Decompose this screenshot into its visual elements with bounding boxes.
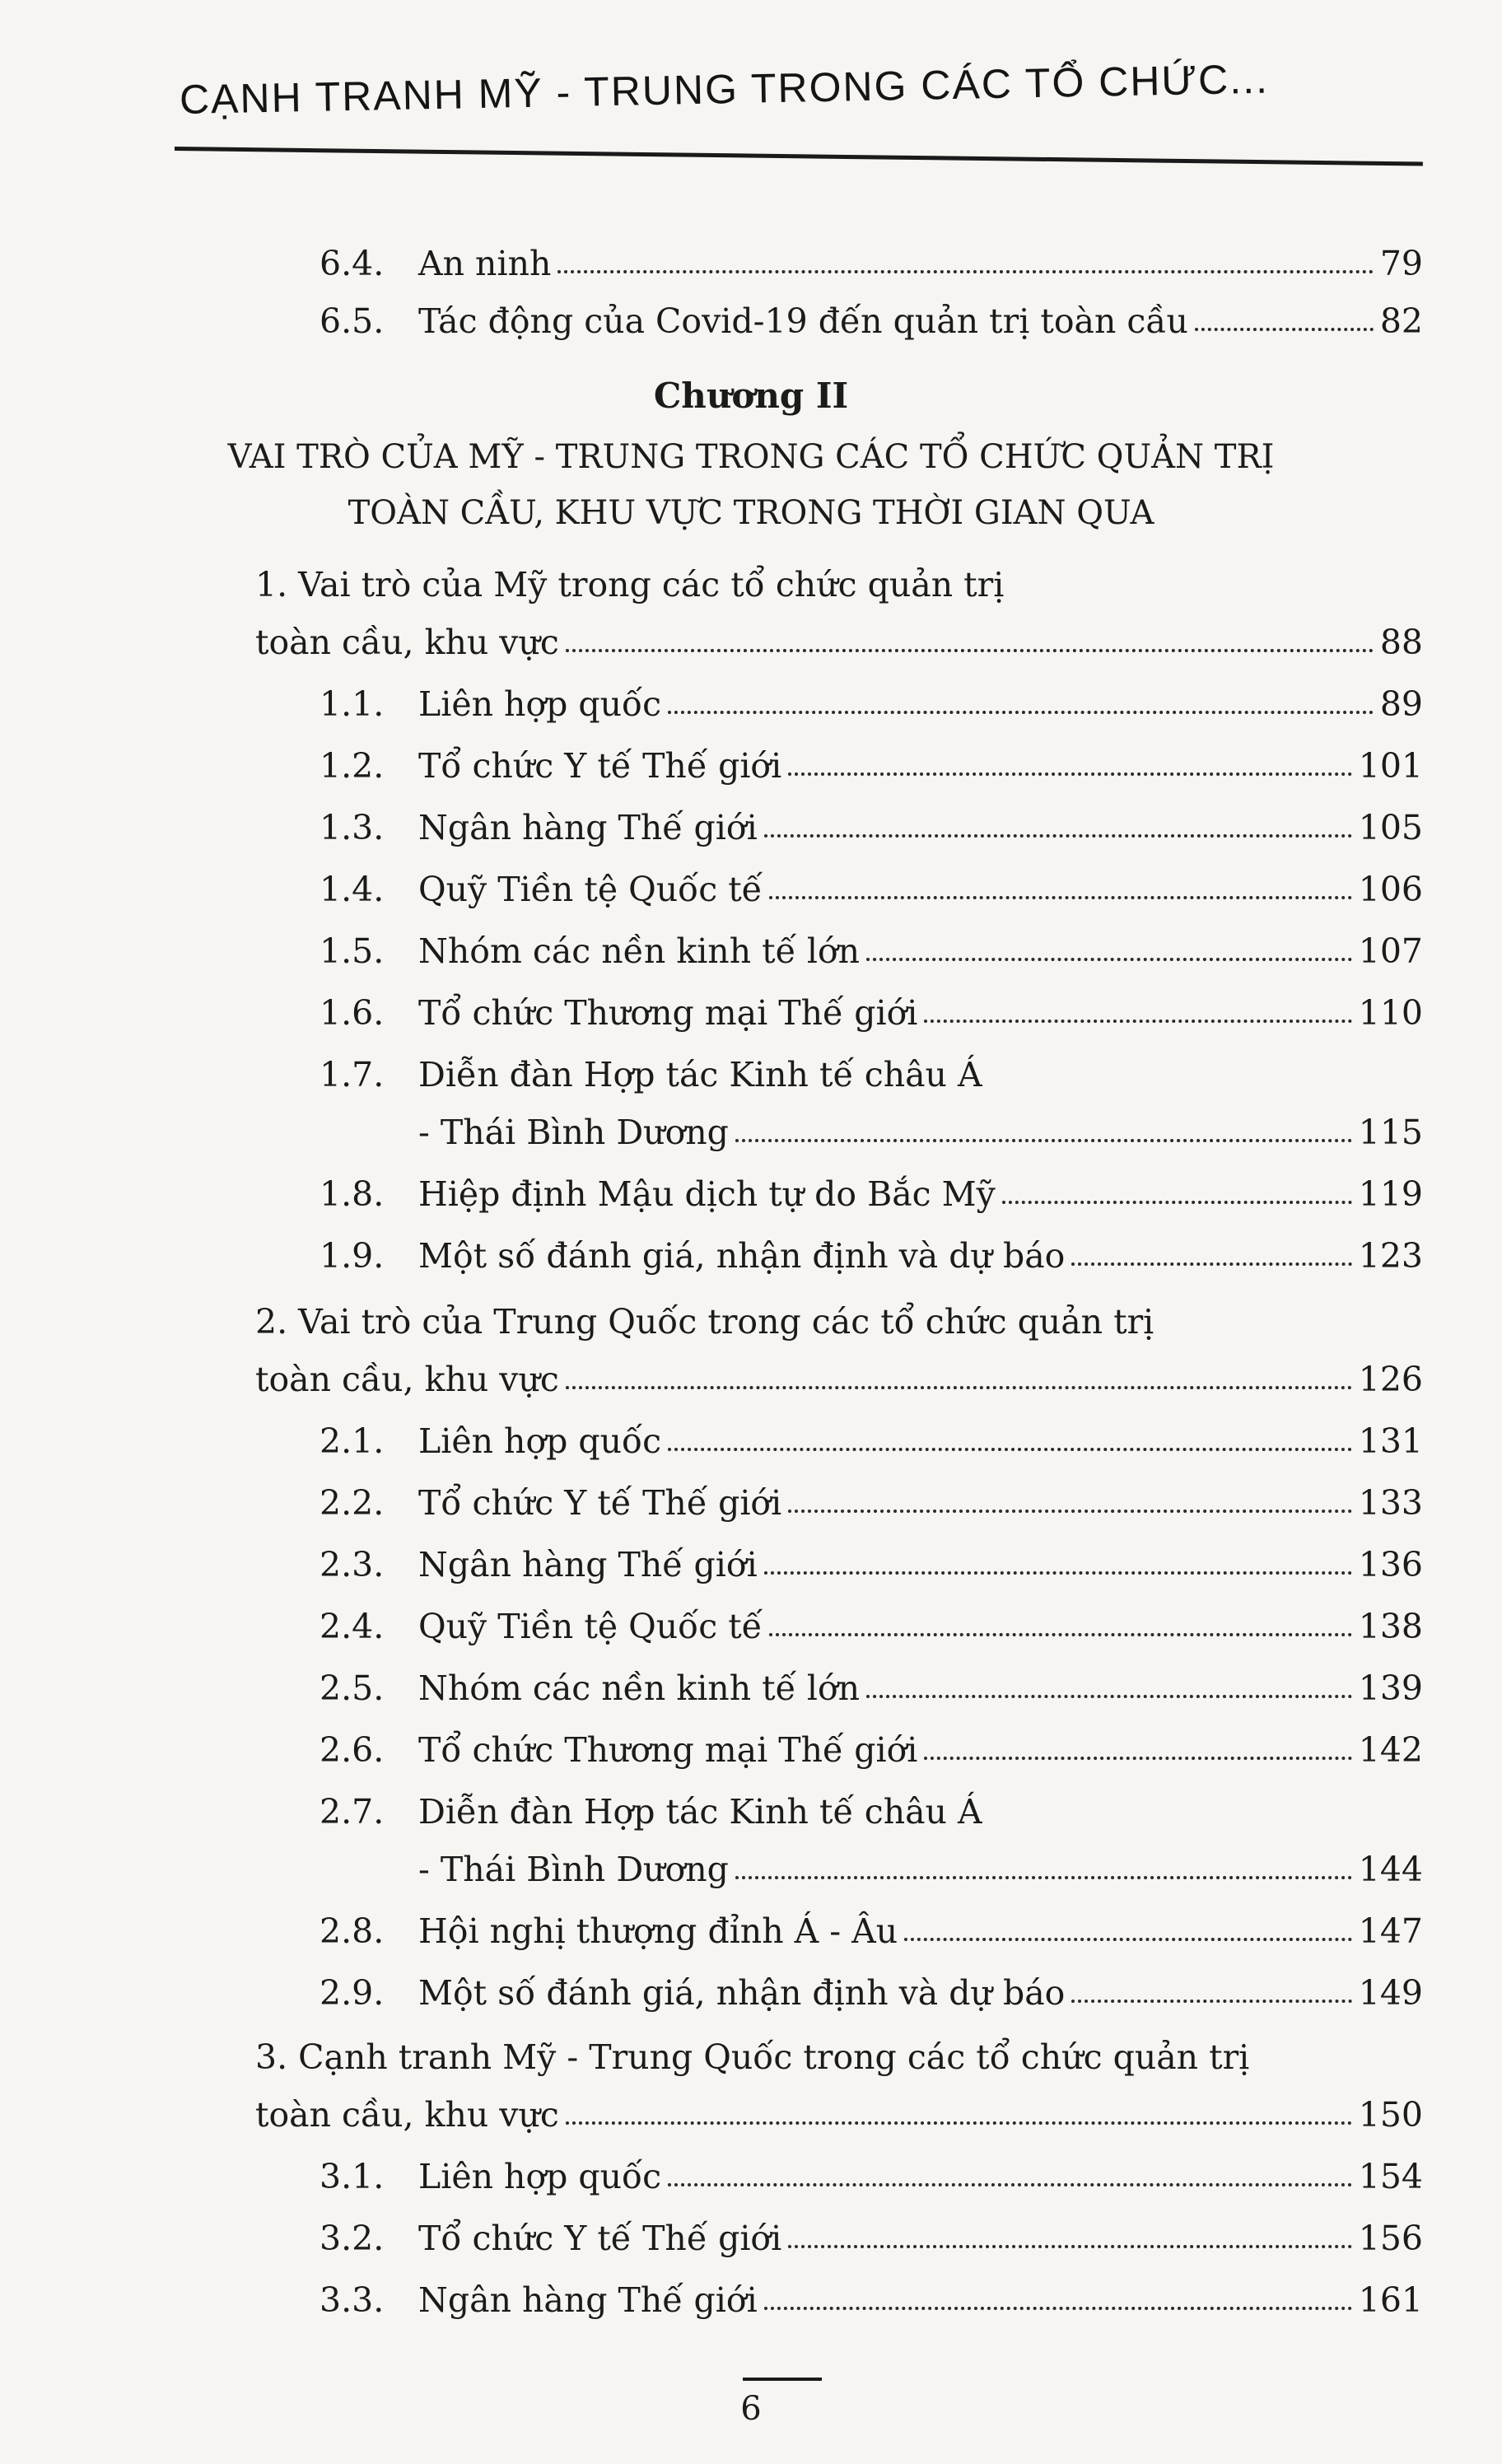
entry-number: 1.5. xyxy=(320,931,385,971)
dot-leader xyxy=(1071,1262,1351,1266)
entry-number: 1.1. xyxy=(320,684,385,724)
toc-entry xyxy=(320,870,1423,909)
entry-title: Ngân hàng Thế giới xyxy=(418,808,758,847)
entry-title: Một số đánh giá, nhận định và dự báo xyxy=(418,1973,1066,2013)
chapter-title-line-1: VAI TRÒ CỦA MỸ - TRUNG TRONG CÁC TỔ CHỨC QUẢN TRỊ xyxy=(227,438,1275,476)
entry-number: 1.2. xyxy=(320,746,385,786)
toc-entry xyxy=(320,1973,1423,2013)
entry-page: 101 xyxy=(1358,746,1423,786)
entry-page: 131 xyxy=(1358,1421,1423,1461)
entry-title-cont: - Thái Bình Dương xyxy=(418,1113,729,1152)
entry-title: Tổ chức Y tế Thế giới xyxy=(418,746,782,786)
running-header: CẠNH TRANH MỸ - TRUNG TRONG CÁC TỔ CHỨC... xyxy=(179,55,1270,123)
section-title-cont: toàn cầu, khu vực xyxy=(255,1360,559,1399)
dot-leader xyxy=(566,649,1374,652)
entry-title: Liên hợp quốc xyxy=(418,2157,662,2196)
toc-entry xyxy=(320,2157,1423,2196)
entry-title: An ninh xyxy=(418,244,552,283)
entry-title: Ngân hàng Thế giới xyxy=(418,1545,758,1584)
entry-number: 1.6. xyxy=(320,993,385,1033)
entry-page: 139 xyxy=(1358,1668,1423,1708)
toc-entry-first-line xyxy=(320,1055,1423,1094)
entry-title: Nhóm các nền kinh tế lớn xyxy=(418,1668,861,1708)
entry-page: 123 xyxy=(1358,1236,1423,1276)
toc-entry-first-line xyxy=(320,1792,1423,1832)
toc-entry xyxy=(320,301,1423,341)
entry-number: 6.4. xyxy=(320,244,385,283)
toc-entry-cont xyxy=(418,1850,1423,1889)
entry-title: Liên hợp quốc xyxy=(418,684,662,724)
chapter-label: Chương II xyxy=(653,376,849,416)
entry-page: 147 xyxy=(1358,1911,1423,1951)
entry-title: Diễn đàn Hợp tác Kinh tế châu Á xyxy=(418,1792,982,1832)
entry-number: 2.1. xyxy=(320,1421,385,1461)
dot-leader xyxy=(1002,1201,1352,1204)
entry-title: Hội nghị thượng đỉnh Á - Âu xyxy=(418,1911,898,1951)
entry-number: 2.6. xyxy=(320,1730,385,1770)
entry-title: Tổ chức Y tế Thế giới xyxy=(418,1483,782,1523)
section-title-cont: toàn cầu, khu vực xyxy=(255,623,559,662)
entry-page: 88 xyxy=(1379,623,1423,662)
dot-leader xyxy=(788,1510,1352,1513)
entry-number: 3.1. xyxy=(320,2157,385,2196)
toc-entry xyxy=(320,993,1423,1033)
dot-leader xyxy=(764,2307,1352,2310)
entry-title: Quỹ Tiền tệ Quốc tế xyxy=(418,870,763,909)
dot-leader xyxy=(764,834,1352,838)
entry-page: 110 xyxy=(1358,993,1423,1033)
toc-entry xyxy=(320,1730,1423,1770)
entry-number: 3.2. xyxy=(320,2219,385,2258)
toc-entry xyxy=(320,931,1423,971)
dot-leader xyxy=(668,2183,1352,2186)
section-title-cont: toàn cầu, khu vực xyxy=(255,2095,559,2135)
dot-leader xyxy=(735,1139,1352,1142)
toc-entry xyxy=(320,1483,1423,1523)
toc-entry xyxy=(320,244,1423,283)
dot-leader xyxy=(735,1876,1352,1879)
entry-title: Tác động của Covid-19 đến quản trị toàn cầu xyxy=(418,301,1188,341)
dot-leader xyxy=(764,1571,1352,1575)
entry-number: 1.4. xyxy=(320,870,385,909)
dot-leader xyxy=(566,1386,1352,1389)
entry-page: 79 xyxy=(1379,244,1423,283)
toc-entry xyxy=(320,2280,1423,2320)
dot-leader xyxy=(668,1448,1352,1451)
entry-page: 119 xyxy=(1358,1174,1423,1214)
toc-entry-cont xyxy=(418,1113,1423,1152)
section-1-entry xyxy=(255,623,1423,662)
entry-page: 115 xyxy=(1358,1113,1423,1152)
section-3-entry xyxy=(255,2095,1423,2135)
entry-page: 154 xyxy=(1358,2157,1423,2196)
entry-page: 126 xyxy=(1358,1360,1423,1399)
page-number: 6 xyxy=(740,2390,762,2428)
entry-title: Một số đánh giá, nhận định và dự báo xyxy=(418,1236,1066,1276)
toc-entry xyxy=(320,746,1423,786)
entry-number: 2.7. xyxy=(320,1792,385,1832)
entry-page: 138 xyxy=(1358,1607,1423,1646)
entry-number: 1.9. xyxy=(320,1236,385,1276)
toc-entry xyxy=(320,1668,1423,1708)
entry-page: 156 xyxy=(1358,2219,1423,2258)
chapter-title-line-2: TOÀN CẦU, KHU VỰC TRONG THỜI GIAN QUA xyxy=(348,494,1154,532)
entry-number: 1.8. xyxy=(320,1174,385,1214)
entry-title: Diễn đàn Hợp tác Kinh tế châu Á xyxy=(418,1055,982,1094)
entry-title: Tổ chức Thương mại Thế giới xyxy=(418,993,918,1033)
entry-number: 2.8. xyxy=(320,1911,385,1951)
dot-leader xyxy=(788,2245,1352,2248)
entry-title: Hiệp định Mậu dịch tự do Bắc Mỹ xyxy=(418,1174,996,1214)
toc-entry xyxy=(320,1545,1423,1584)
entry-number: 1.7. xyxy=(320,1055,385,1094)
entry-title: Nhóm các nền kinh tế lớn xyxy=(418,931,861,971)
entry-page: 106 xyxy=(1358,870,1423,909)
toc-entry xyxy=(320,1607,1423,1646)
entry-page: 107 xyxy=(1358,931,1423,971)
toc-entry xyxy=(320,808,1423,847)
entry-number: 1.3. xyxy=(320,808,385,847)
entry-page: 136 xyxy=(1358,1545,1423,1584)
dot-leader xyxy=(1195,328,1374,331)
toc-entry xyxy=(320,2219,1423,2258)
section-3-heading: 3. Cạnh tranh Mỹ - Trung Quốc trong các tổ chức quản trị xyxy=(255,2037,1250,2077)
entry-title-cont: - Thái Bình Dương xyxy=(418,1850,729,1889)
entry-page: 150 xyxy=(1358,2095,1423,2135)
entry-number: 3.3. xyxy=(320,2280,385,2320)
section-2-heading: 2. Vai trò của Trung Quốc trong các tổ chức quản trị xyxy=(255,1302,1154,1342)
entry-page: 105 xyxy=(1358,808,1423,847)
toc-entry xyxy=(320,1421,1423,1461)
dot-leader xyxy=(557,270,1373,273)
entry-page: 144 xyxy=(1358,1850,1423,1889)
entry-number: 2.2. xyxy=(320,1483,385,1523)
toc-entry xyxy=(320,1911,1423,1951)
toc-entry xyxy=(320,1174,1423,1214)
dot-leader xyxy=(788,772,1352,776)
entry-title: Tổ chức Thương mại Thế giới xyxy=(418,1730,918,1770)
dot-leader xyxy=(866,958,1352,961)
dot-leader xyxy=(769,1633,1352,1636)
dot-leader xyxy=(668,711,1374,714)
entry-number: 2.9. xyxy=(320,1973,385,2013)
entry-number: 6.5. xyxy=(320,301,385,341)
toc-entry xyxy=(320,684,1423,724)
entry-title: Tổ chức Y tế Thế giới xyxy=(418,2219,782,2258)
dot-leader xyxy=(924,1757,1351,1760)
entry-title: Liên hợp quốc xyxy=(418,1421,662,1461)
dot-leader xyxy=(1071,2000,1351,2003)
entry-page: 133 xyxy=(1358,1483,1423,1523)
entry-number: 2.5. xyxy=(320,1668,385,1708)
entry-page: 82 xyxy=(1379,301,1423,341)
entry-title: Quỹ Tiền tệ Quốc tế xyxy=(418,1607,763,1646)
entry-number: 2.4. xyxy=(320,1607,385,1646)
entry-number: 2.3. xyxy=(320,1545,385,1584)
footer-rule xyxy=(743,2378,822,2381)
entry-page: 89 xyxy=(1379,684,1423,724)
section-1-heading: 1. Vai trò của Mỹ trong các tổ chức quản trị xyxy=(255,565,1005,604)
dot-leader xyxy=(769,896,1352,899)
entry-page: 142 xyxy=(1358,1730,1423,1770)
dot-leader xyxy=(924,1020,1351,1023)
entry-title: Ngân hàng Thế giới xyxy=(418,2280,758,2320)
entry-page: 149 xyxy=(1358,1973,1423,2013)
toc-entry xyxy=(320,1236,1423,1276)
entry-page: 161 xyxy=(1358,2280,1423,2320)
dot-leader xyxy=(866,1695,1352,1698)
dot-leader xyxy=(904,1938,1352,1941)
dot-leader xyxy=(566,2121,1352,2125)
section-2-entry xyxy=(255,1360,1423,1399)
